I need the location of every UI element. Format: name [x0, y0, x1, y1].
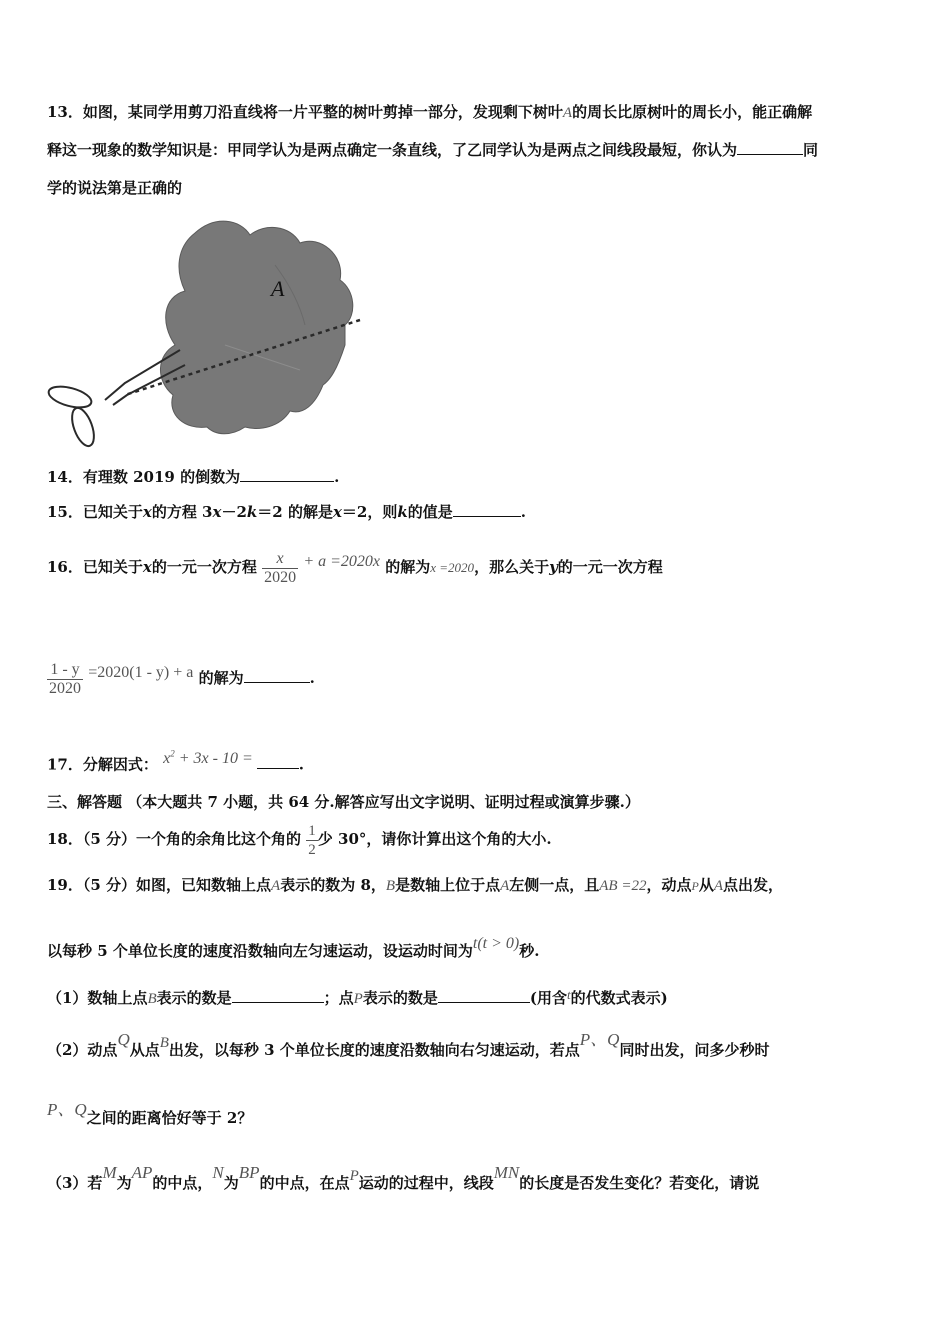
var-B: B: [147, 991, 157, 1007]
q19-part1: [47, 985, 668, 1009]
q19-text: 19．（5 分）如图，已知数轴上点: [47, 876, 272, 894]
q16-line1: [47, 541, 663, 589]
q15: [47, 502, 526, 522]
q13-line2: [47, 140, 818, 160]
section-header: [47, 792, 640, 812]
frac-den: 2020: [264, 568, 297, 586]
var-k: k: [397, 503, 408, 521]
fraction: [47, 661, 83, 698]
var-P: P: [353, 991, 363, 1007]
answer-blank[interactable]: [438, 988, 530, 1003]
q13-line3: [47, 178, 182, 198]
var-x: x: [142, 503, 152, 521]
q17-text: 17．分解因式：: [47, 755, 158, 774]
q19-text: 左侧一点，且: [509, 876, 600, 894]
time-var: t(t > 0): [472, 935, 520, 952]
q19-text: 秒.: [519, 942, 540, 960]
q17: [47, 740, 304, 778]
q16-text: 的解为: [198, 669, 244, 687]
equation-rhs: =2020(1 - y) + a: [88, 664, 194, 681]
q18: [47, 820, 552, 859]
var-y: y: [549, 558, 558, 576]
var-a: A: [562, 105, 573, 121]
answer-blank[interactable]: [453, 502, 521, 517]
q16-text: 的一元一次方程: [557, 558, 663, 576]
q16-text: 的一元一次方程: [151, 558, 257, 576]
exponent: 2: [170, 749, 175, 759]
answer-blank[interactable]: [232, 988, 324, 1003]
var-A: A: [713, 878, 724, 894]
ab-length: AB =22: [599, 878, 647, 894]
var-k: k: [246, 503, 258, 521]
q15-text: 的方程 3: [151, 503, 213, 521]
q13-text: 同: [803, 141, 819, 159]
leaf-shape: [160, 221, 352, 434]
frac-num: 1: [308, 822, 316, 839]
q16-line2: [47, 652, 315, 699]
var-B: B: [159, 1035, 169, 1051]
q19-text: 表示的数是: [362, 989, 438, 1007]
expression: + 3x - 10 =: [174, 750, 257, 768]
q19-text: 从点: [129, 1041, 160, 1059]
frac-den: 2020: [49, 679, 81, 697]
leaf-scissors-figure: [45, 205, 375, 450]
q19-part2: [47, 1025, 769, 1065]
fraction: [306, 822, 318, 859]
q13-text: 的周长比原树叶的周长小，能正确解: [572, 103, 813, 121]
var-PQ: P、Q: [579, 1030, 620, 1049]
var-x: x: [212, 503, 222, 521]
q14: [47, 467, 339, 487]
q19-text: 的代数式表示): [570, 989, 668, 1007]
q19-text: （1）数轴上点: [47, 989, 148, 1007]
q14-text: 14．有理数 2019 的倒数为: [47, 468, 241, 486]
var-x: x: [142, 558, 152, 576]
section-title: 三、解答题 （本大题共 7 小题，共 64 分.解答应写出文字说明、证明过程或演算步骤.）: [47, 793, 640, 811]
var-AP: AP: [131, 1163, 153, 1182]
q16-text: 的解为: [385, 558, 431, 576]
q19-text: 为: [116, 1174, 132, 1192]
q15-text: 15．已知关于: [47, 503, 143, 521]
q19-text: ；点: [323, 989, 354, 1007]
q19-text: 表示的数为 8，: [280, 876, 386, 894]
var-P: P: [691, 879, 699, 893]
var-B: B: [385, 878, 396, 894]
fraction: [262, 550, 298, 587]
frac-den: 2: [308, 841, 316, 858]
var-x: x: [163, 750, 171, 768]
q19-line1: [47, 875, 783, 896]
q13-line1: [47, 102, 812, 123]
q19-text: 点出发，: [723, 876, 784, 894]
q19-text: 以每秒 5 个单位长度的速度沿数轴向左匀速运动，设运动时间为: [47, 942, 473, 960]
q19-text: 从: [698, 876, 714, 894]
q16-text: 16．已知关于: [47, 558, 143, 576]
var-MN: MN: [493, 1163, 520, 1182]
period: .: [298, 755, 304, 774]
q13-text: 释这一现象的数学知识是：甲同学认为是两点确定一条直线，了乙同学认为是两点之间线段最短，你认为: [47, 141, 738, 159]
q19-text: 的中点，: [152, 1174, 213, 1192]
answer-blank[interactable]: [240, 467, 334, 482]
frac-num: x: [262, 550, 298, 569]
q19-text: 的长度是否发生变化？若变化，请说: [519, 1174, 760, 1192]
q19-part3: [47, 1158, 759, 1198]
q19-line2: [47, 930, 539, 965]
q19-text: 之间的距离恰好等于 2？: [86, 1109, 253, 1127]
q18-text: 18．（5 分）一个角的余角比这个角的: [47, 830, 302, 848]
var-BP: BP: [238, 1163, 260, 1182]
leaf-label: A: [271, 276, 285, 301]
answer-blank[interactable]: [244, 668, 310, 683]
frac-num: 1 - y: [47, 661, 83, 680]
q19-text: 的中点，在点: [259, 1174, 350, 1192]
q15-text: －2: [221, 503, 247, 521]
var-t: t: [566, 987, 571, 1002]
q13-text: 学的说法第是正确的: [47, 179, 183, 197]
var-M: M: [102, 1163, 117, 1182]
q15-text: ＝2 的解是: [257, 503, 333, 521]
q19-text: (用含: [529, 989, 567, 1007]
q19-text: ，动点: [646, 876, 692, 894]
q19-text: 表示的数是: [156, 989, 232, 1007]
var-A: A: [500, 878, 510, 894]
var-x: x: [332, 503, 342, 521]
var-PQ: P、Q: [47, 1100, 87, 1119]
q19-text: （2）动点: [47, 1041, 118, 1059]
q15-text: ＝2，则: [341, 503, 398, 521]
q18-text: 少 30°，请你计算出这个角的大小.: [317, 830, 552, 848]
period: .: [334, 468, 340, 486]
var-A: A: [271, 878, 281, 894]
q13-text: 13．如图，某同学用剪刀沿直线将一片平整的树叶剪掉一部分，发现剩下树叶: [47, 103, 563, 121]
q16-text: ，那么关于: [474, 558, 550, 576]
q19-text: 同时出发，问多少秒时: [619, 1041, 770, 1059]
answer-blank[interactable]: [257, 754, 299, 769]
var-Q: Q: [117, 1030, 130, 1049]
q19-text: 出发，以每秒 3 个单位长度的速度沿数轴向右匀速运动，若点: [168, 1041, 580, 1059]
q19-part2-line2: [47, 1095, 252, 1133]
period: .: [520, 503, 527, 521]
solution: x =2020: [430, 560, 475, 575]
equation-rhs: + a =2020x: [303, 553, 381, 570]
answer-blank[interactable]: [737, 140, 803, 155]
q15-text: 的值是: [407, 503, 453, 521]
q19-text: 是数轴上位于点: [395, 876, 501, 894]
var-P: P: [349, 1168, 359, 1184]
var-N: N: [212, 1163, 224, 1182]
q19-text: 为: [223, 1174, 239, 1192]
q19-text: （3）若: [47, 1174, 103, 1192]
period: .: [309, 669, 315, 687]
q19-text: 运动的过程中，线段: [358, 1174, 494, 1192]
